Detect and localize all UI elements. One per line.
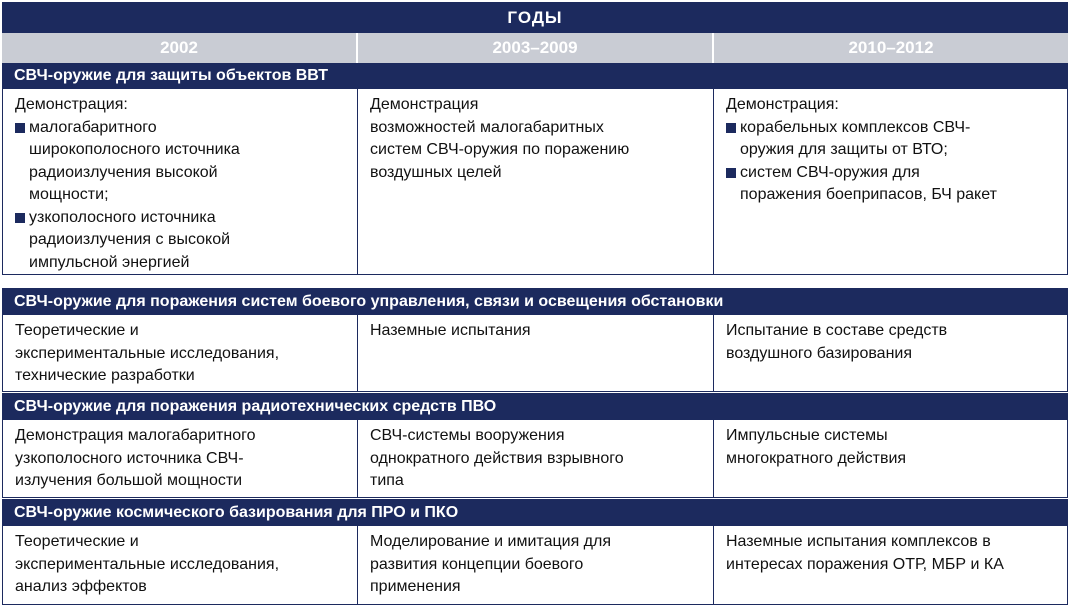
section-title: СВЧ-оружие для поражения систем боевого управления, связи и освещения обстановки [2,288,1068,315]
text-line: излучения большой мощности [15,472,243,489]
cell-2003-2009 [358,315,714,391]
section-row [2,89,1068,275]
text-line: Теоретические и [15,533,139,550]
text-line: оружия для защиты от ВТО; [740,141,948,158]
cell-2002 [2,315,358,391]
text-line: систем СВЧ-оружия для [740,163,920,181]
text-line: радиоизлучения с высокой [29,231,231,248]
section-asset-protection [2,63,1068,275]
text-line: интересах поражения ОТР, МБР и КА [726,555,1004,573]
text-line: Испытание в составе средств [726,322,948,339]
text-line: экспериментальные исследования, [15,555,280,573]
square-bullet-icon [15,123,25,133]
cell-2003-2009 [358,420,714,497]
text-line: узкополосного источника [29,208,216,226]
period-2003-2009: 2003–2009 [358,33,714,63]
square-bullet-icon [726,123,736,133]
text-line: Наземные испытания [370,322,531,339]
bullet-text [740,162,1059,207]
text-line: технические разработки [15,367,195,384]
text-line: СВЧ-системы вооружения [370,427,565,444]
section-title: СВЧ-оружие для поражения радиотехнических средств ПВО [2,393,1068,420]
cell-2010-2012 [714,315,1068,391]
text-line: развития концепции боевого [370,555,584,573]
bullet-item [726,162,1059,207]
text-line: анализ эффектов [15,578,147,595]
cell-2002 [2,89,358,274]
text-line: малогабаритного [29,118,157,136]
text-line: Моделирование и имитация для [370,533,612,550]
square-bullet-icon [726,168,736,178]
timeline-table [2,2,1068,604]
bullet-text [29,207,349,275]
cell-2002 [2,420,358,497]
section-row [2,526,1068,605]
cell-2003-2009 [358,89,714,274]
square-bullet-icon [15,213,25,223]
text-line: корабельных комплексов СВЧ- [740,118,971,136]
text-line: применения [370,578,461,595]
period-header-row [2,33,1068,63]
text-line: Теоретические и [15,322,139,339]
text-line: широкополосного источника [29,141,240,158]
text-line: многократного действия [726,449,907,467]
cell-2010-2012 [714,89,1068,274]
text-line: Наземные испытания комплексов в [726,533,991,550]
section-title: СВЧ-оружие для защиты объектов ВВТ [2,63,1068,89]
years-header: ГОДЫ [2,2,1068,33]
bullet-text [29,117,349,207]
text-line: экспериментальные исследования, [15,344,280,362]
text-line: возможностей малогабаритных [370,118,604,136]
period-2002: 2002 [2,33,358,63]
text-line: поражения боеприпасов, БЧ ракет [740,186,997,203]
text-line: радиоизлучения высокой [29,163,218,181]
bullet-item [15,117,349,207]
text-line: импульсной энергией [29,253,190,271]
cell-2002 [2,526,358,604]
cell-2003-2009 [358,526,714,604]
text-line: систем СВЧ-оружия по поражению [370,141,630,158]
section-title: СВЧ-оружие космического базирования для ПРО и ПКО [2,499,1068,526]
bullet-item [726,117,1059,162]
cell-intro: Демонстрация: [15,96,128,113]
period-2010-2012: 2010–2012 [714,33,1068,63]
text-line: однократного действия взрывного [370,449,624,467]
section-space-based [2,499,1068,605]
text-line: типа [370,472,404,489]
text-line: мощности; [29,186,109,203]
cell-intro: Демонстрация: [726,96,839,113]
section-row [2,420,1068,498]
cell-2010-2012 [714,420,1068,497]
text-line: воздушного базирования [726,344,912,362]
section-row [2,315,1068,392]
bullet-text [740,117,1059,162]
section-air-defense [2,393,1068,498]
section-command-control [2,288,1068,392]
text-line: узкополосного источника СВЧ- [15,449,244,467]
text-line: Демонстрация малогабаритного [15,427,256,444]
text-line: воздушных целей [370,163,502,181]
cell-2010-2012 [714,526,1068,604]
text-line: Демонстрация [370,96,479,113]
bullet-item [15,207,349,275]
text-line: Импульсные системы [726,427,888,444]
